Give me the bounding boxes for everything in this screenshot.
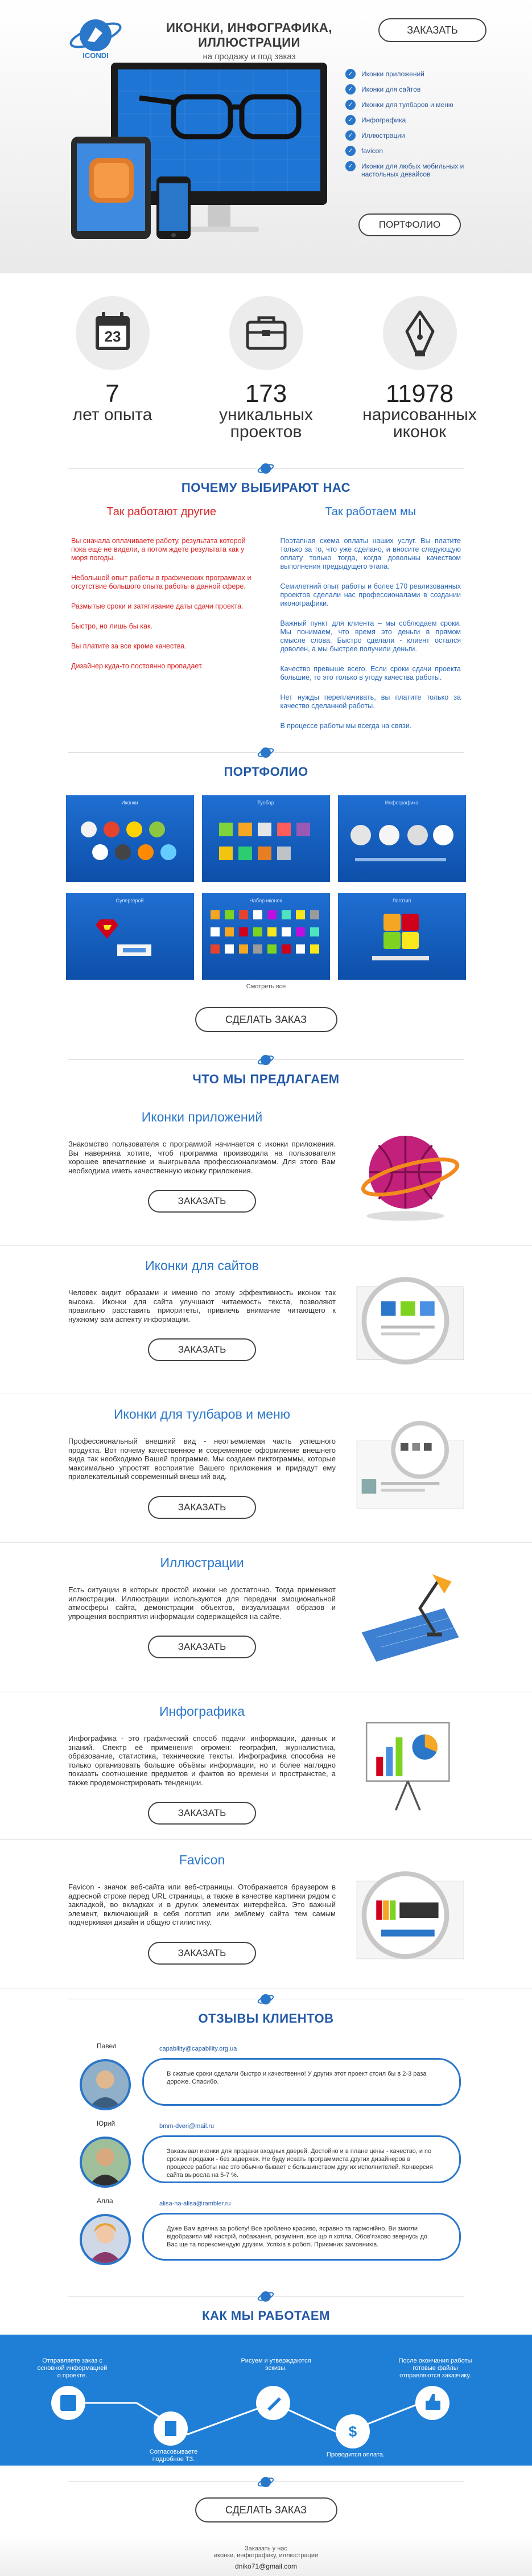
offer-item-title: Иллюстрации <box>160 1555 244 1570</box>
section-divider <box>0 458 532 478</box>
order-button-top[interactable]: ЗАКАЗАТЬ <box>378 18 486 42</box>
check-icon: ✓ <box>345 100 356 110</box>
toolbar-preview <box>202 795 330 882</box>
process-step: Отправляете заказ с основной информацией о проекте. <box>37 2357 108 2379</box>
section-divider <box>0 742 532 762</box>
desk-lamp-blueprint-icon <box>347 1555 464 1681</box>
stat-label: уникальных проектов <box>218 405 314 441</box>
icon-grid-preview <box>202 893 330 980</box>
process-title: КАК МЫ РАБОТАЕМ <box>202 2308 330 2323</box>
svg-text:Инфографика: Инфографика <box>385 800 419 806</box>
portfolio-thumb[interactable] <box>338 893 466 980</box>
svg-text:ICONDI: ICONDI <box>83 51 109 60</box>
reviewer-email[interactable]: alisa-na-alisa@rambler.ru <box>159 2200 231 2207</box>
offer-site-icons <box>0 1246 532 1394</box>
person-icon <box>82 2139 129 2185</box>
offer-item-title: Иконки для сайтов <box>145 1258 259 1273</box>
see-all-link[interactable]: Смотреть все <box>246 983 286 990</box>
stat-label: лет опыта <box>72 405 152 424</box>
svg-text:Логотип: Логотип <box>392 898 411 903</box>
feature-item: ✓ favicon <box>345 147 493 156</box>
offer-toolbar-icons <box>0 1394 532 1543</box>
check-icon: ✓ <box>345 146 356 156</box>
process-step: После окончания работы готовые файлы отправляются заказчику. <box>398 2357 472 2379</box>
offer-item-title: Favicon <box>179 1852 225 1867</box>
process-step: Рисуем и утверждаются эскизы. <box>241 2357 311 2372</box>
logo-mark-icon <box>257 2288 274 2305</box>
logo-mark-icon <box>257 1991 274 2008</box>
footer <box>0 2534 532 2576</box>
offer-item-title: Иконки приложений <box>141 1110 263 1124</box>
us-point: Поэтапная схема оплаты наших услуг. Вы платите только за то, что уже сделано, и вносите следующую оплату только тогда, когда довольны качеством выполнения предыдущего этапа. <box>280 537 461 570</box>
review-item <box>0 2119 532 2193</box>
reviewer-name: Павел <box>97 2042 117 2050</box>
stat-number: 11978 <box>385 380 454 408</box>
stat-number: 7 <box>105 380 119 408</box>
reviews-title: ОТЗЫВЫ КЛИЕНТОВ <box>198 2011 334 2026</box>
review-bubble: В сжатые сроки сделали быстро и качественно! У других этот проект стоил бы в 2-3 раза дороже. Спасибо. <box>142 2058 461 2106</box>
feature-item: ✓ Иконки приложений <box>345 70 493 79</box>
logo <box>67 16 124 60</box>
check-icon: ✓ <box>345 69 356 79</box>
offer-item-text: Человек видит образами и именно по этому эффективность иконок так высока. Иконки для сайта улучшают читаемость текста, позволяют правильно расставить приоритеты, привлечь внимание читающего к нужному вам аспекту информации. <box>68 1288 336 1324</box>
portfolio-button[interactable]: ПОРТФОЛИО <box>358 213 461 236</box>
feature-list <box>345 70 493 184</box>
make-order-button[interactable]: СДЕЛАТЬ ЗАКАЗ <box>195 1007 337 1032</box>
offer-item-text: Инфографика - это графический способ подачи информации, данных и знаний. Спектр её применения огромен: география, журналистика, образование, статистика, технические тексты. Инфографика способна не только организовать большие объёмы информации, но и более наглядно показать соотношение предметов и фактов во времени и пространстве, а также продемонстрировать тенденции. <box>68 1734 336 1787</box>
reviewer-name: Юрий <box>97 2119 116 2127</box>
logo-mark-icon <box>257 460 274 477</box>
order-wrap <box>0 2497 532 2522</box>
process-flow <box>0 2335 532 2466</box>
stat-circle <box>383 296 457 370</box>
calendar-icon <box>76 296 150 370</box>
us-column <box>281 506 461 742</box>
stat-projects <box>204 296 329 441</box>
footer-line: иконки, инфографику, иллюстрации <box>213 2552 319 2559</box>
order-button[interactable]: ЗАКАЗАТЬ <box>148 1190 256 1213</box>
toolbar-magnifier-icon <box>347 1407 464 1532</box>
footer-email[interactable]: dniko71@gmail.com <box>235 2562 297 2570</box>
magnifier-site-icon <box>347 1258 464 1383</box>
others-point: Вы сначала оплачиваете работу, результата которой пока еще не видели, а потом ждете результата как у моря погоды. <box>71 537 246 562</box>
avatar <box>80 2214 131 2265</box>
section-divider <box>0 1989 532 2009</box>
pen-icon <box>383 296 457 370</box>
section-divider <box>0 1049 532 1070</box>
page-title: ИКОНКИ, ИНФОГРАФИКА, ИЛЛЮСТРАЦИИ <box>166 20 332 50</box>
us-point: Важный пункт для клиента – мы соблюдаем сроки. Мы понимаем, что время это деньги в прямом смысле слова. Быстро сделали - клиент остался доволен, а мы быстрее получили деньги. <box>280 619 461 653</box>
check-icon: ✓ <box>345 161 356 171</box>
feature-item: ✓ Иллюстрации <box>345 132 493 141</box>
logo-preview <box>338 893 466 980</box>
us-point: В процессе работы мы всегда на связи. <box>280 722 412 730</box>
us-point: Качество превыше всего. Если сроки сдачи проекта большие, то это только в угоду качества работы. <box>280 665 461 681</box>
section-divider <box>0 2286 532 2306</box>
offer-favicon <box>0 1840 532 1989</box>
presentation-board-icon <box>347 1704 464 1829</box>
why-section <box>0 506 532 742</box>
feature-item: ✓ Иконки для сайтов <box>345 85 493 95</box>
svg-text:Иконки: Иконки <box>121 800 138 806</box>
process-section <box>0 2335 532 2466</box>
offer-item-title: Инфографика <box>159 1704 245 1719</box>
order-button[interactable]: ЗАКАЗАТЬ <box>148 1802 256 1825</box>
offer-illustrations <box>0 1543 532 1691</box>
us-title: Так работаем мы <box>325 506 416 518</box>
avatar <box>80 2137 131 2188</box>
us-point: Семилетний опыт работы и более 170 реализованных проектов сделали нас профессионалами в создании иконографики. <box>280 582 461 607</box>
devices-illustration <box>60 63 333 245</box>
order-button[interactable]: ЗАКАЗАТЬ <box>148 1636 256 1658</box>
portfolio-title: ПОРТФОЛИО <box>224 765 308 779</box>
logo-mark-icon <box>257 1051 274 1069</box>
document-icon <box>165 2421 176 2436</box>
reviewer-email[interactable]: bmm-dveri@mail.ru <box>159 2123 215 2130</box>
section-divider <box>0 2471 532 2492</box>
review-item <box>0 2197 532 2271</box>
offer-app-icons <box>0 1097 532 1246</box>
order-wrap <box>0 1007 532 1032</box>
reviewer-email[interactable]: capability@capability.org.ua <box>159 2045 237 2052</box>
review-bubble: Заказывал иконки для продажи входных дверей. Достойно и в плане цены - качество, и по срокам продажи - без задержек. Не буду искать программиста других дизайнеров в процессе работы нас это обычно бывает с большинством других исполнителей. Конверсия сайта выросла на 5-7 %. <box>142 2135 461 2183</box>
stat-experience <box>50 296 175 441</box>
hero-section <box>0 0 532 273</box>
person-icon <box>82 2061 129 2108</box>
person-icon <box>82 2216 129 2263</box>
svg-text:Набор иконок: Набор иконок <box>249 898 282 903</box>
logo-mark-icon <box>257 744 274 761</box>
svg-text:23: 23 <box>104 328 121 345</box>
reviewer-name: Алла <box>97 2197 113 2205</box>
portfolio-thumb[interactable] <box>338 795 466 882</box>
offer-item-text: Favicon - значок веб-сайта или веб-страницы. Отображается браузером в адресной строке перед URL страницы, а также в качестве картинки рядом с закладкой, во вкладках и в других элементах интерфейса. Это важный элемент, включающий в себя логотип или эмблему сайта тем самым подчеркивая дизайн и общую стилистику. <box>68 1883 336 1926</box>
reviews-section <box>0 2036 532 2286</box>
computer-icon <box>60 2395 76 2411</box>
offer-item-text: Есть ситуации в которых простой иконки не достаточно. Тогда применяют иллюстрации. Иллюстрации используются для передачи эмоциональной атмосферы сайта, демонстрации объектов, визуализации образов и упрощения восприятия информации содержащейся на сайте. <box>68 1585 336 1621</box>
order-button[interactable]: ЗАКАЗАТЬ <box>148 1338 256 1361</box>
why-title: ПОЧЕМУ ВЫБИРАЮТ НАС <box>181 480 351 495</box>
us-point: Нет нужды переплачивать, вы платите только за качество сделанной работы. <box>280 693 461 710</box>
basketball-icon <box>347 1110 464 1235</box>
svg-text:Супергерой: Супергерой <box>116 898 144 903</box>
stat-label: нарисованных иконок <box>362 405 477 441</box>
check-icon: ✓ <box>345 84 356 95</box>
briefcase-icon <box>229 296 303 370</box>
portfolio-thumb[interactable] <box>66 893 194 980</box>
order-button[interactable]: ЗАКАЗАТЬ <box>148 1942 256 1965</box>
avatar <box>80 2059 131 2110</box>
process-step: Согласовываете подробное ТЗ. <box>149 2448 198 2463</box>
stat-number: 173 <box>245 380 287 408</box>
portfolio-thumb[interactable] <box>66 795 194 882</box>
others-title: Так работают другие <box>106 506 217 518</box>
offer-infographics <box>0 1691 532 1840</box>
portfolio-thumb[interactable] <box>202 795 330 882</box>
icon-set-preview <box>66 795 194 882</box>
portfolio-thumb[interactable] <box>202 893 330 980</box>
logo-mark-icon <box>257 2474 274 2491</box>
feature-item: ✓ Иконки для тулбаров и меню <box>345 101 493 110</box>
others-point: Размытые сроки и затягивание даты сдачи проекта. <box>71 602 244 610</box>
feature-item: ✓ Инфографика <box>345 116 493 125</box>
check-icon: ✓ <box>345 115 356 125</box>
make-order-button-bottom[interactable]: СДЕЛАТЬ ЗАКАЗ <box>195 2497 337 2522</box>
favicon-magnifier-icon <box>347 1852 464 1978</box>
feature-item: ✓ Иконки для любых мобильных и настольных девайсов <box>345 162 493 178</box>
stat-icons <box>357 296 482 441</box>
order-button[interactable]: ЗАКАЗАТЬ <box>148 1496 256 1519</box>
offer-title: ЧТО МЫ ПРЕДЛАГАЕМ <box>192 1072 340 1086</box>
infographic-preview <box>338 795 466 882</box>
page-subtitle: на продажу и под заказ <box>203 52 296 61</box>
review-bubble: Дуже Вам вдячна за роботу! Все зроблено красиво, ясравно та гармонійно. Ви змогли відобразити мій настрій, побажання, розуміння, все що я хотіла. Обов'язково звернусь до Вас ще та порекомендую друзям. Успіхів в роботі. Приємних замовників. <box>142 2213 461 2261</box>
others-point: Вы платите за все кроме качества. <box>71 642 187 650</box>
others-point: Дизайнер куда-то постоянно пропадает. <box>71 662 203 670</box>
header-title <box>130 20 369 61</box>
svg-text:Тулбар: Тулбар <box>257 800 274 806</box>
offer-item-text: Профессиональный внешний вид - неотъемлемая часть успешного продукта. Вот почему качественное и современное оформление внешнего вида так необходимо Вашей программе. Мы создаем пиктограммы, которые максимально упростят восприятие Вашего приложения и придадут ему привлекательный современный внешний вид. <box>68 1437 336 1481</box>
others-point: Быстро, но лишь бы как. <box>71 622 152 630</box>
money-icon: $ <box>348 2423 357 2440</box>
footer-line: Заказать у нас <box>245 2545 287 2552</box>
portfolio-gallery <box>0 790 532 991</box>
others-column <box>71 506 252 742</box>
offer-item-title: Иконки для тулбаров и меню <box>114 1407 290 1421</box>
stat-circle <box>229 296 303 370</box>
stats-section <box>0 273 532 458</box>
superhero-preview <box>66 893 194 980</box>
offer-item-text: Знакомство пользователя с программой начинается с иконки приложения. Вы наверняка хотите, чтоб программа производила на пользователя хорошее впечатление и выигрывала профессионализмом. Для этого Вам необходима иметь качественную иконку приложения. <box>68 1140 336 1175</box>
stat-circle <box>76 296 150 370</box>
review-item <box>0 2042 532 2116</box>
others-point: Небольшой опыт работы в графических программах и отсутствие большого опыта работы в данной сфере. <box>71 574 251 590</box>
check-icon: ✓ <box>345 130 356 141</box>
process-step: Проводится оплата. <box>326 2451 385 2458</box>
